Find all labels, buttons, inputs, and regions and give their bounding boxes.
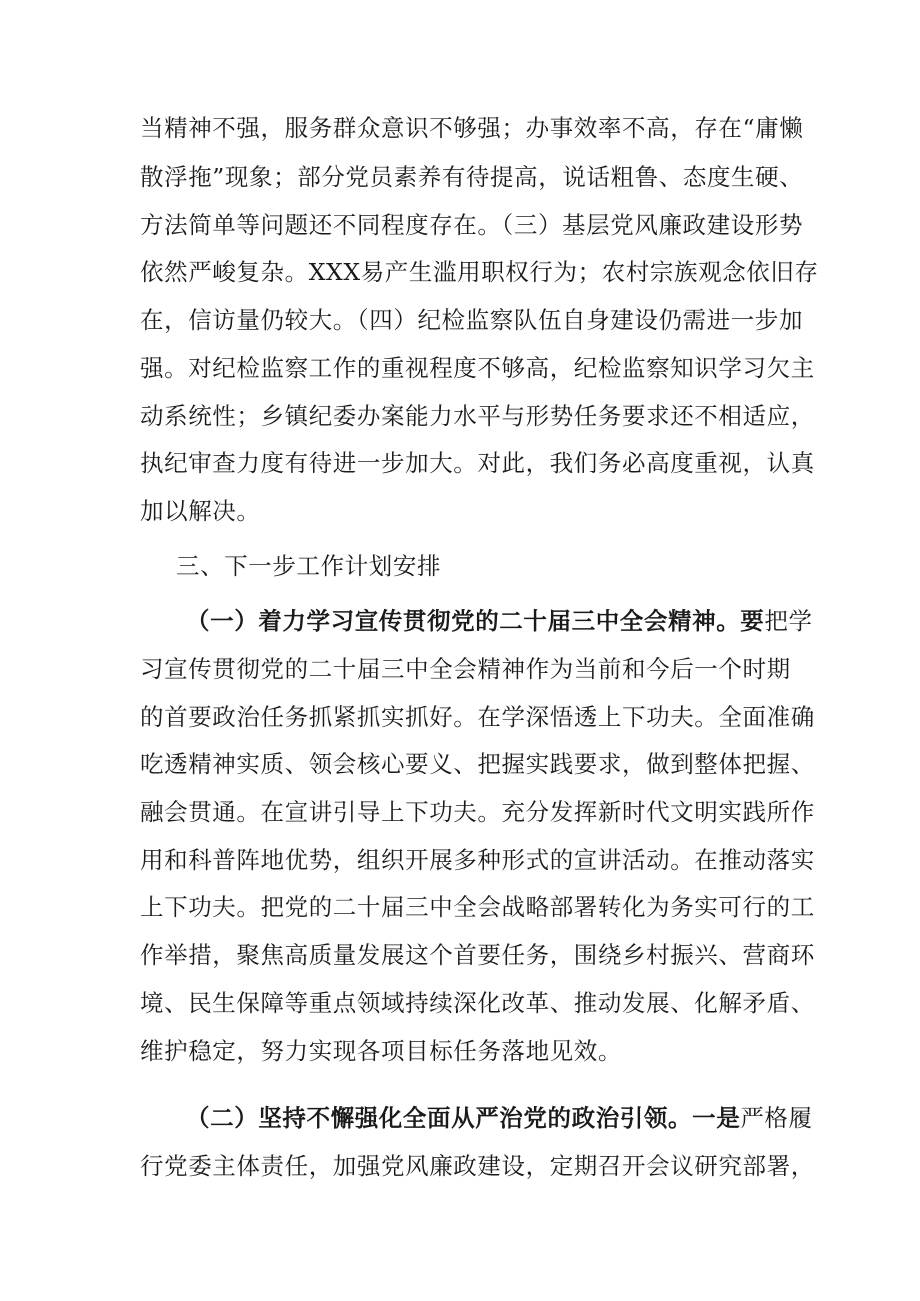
paragraph-line: 境、民生保障等重点领域持续深化改革、推动发展、化解矛盾、 <box>140 989 815 1017</box>
paragraph-line: 的首要政治任务抓紧抓实抓好。在学深悟透上下功夫。全面准确 <box>140 703 815 731</box>
paragraph-line: 加以解决。 <box>140 497 261 525</box>
paragraph-line: 执纪审查力度有待进一步加大。对此，我们务必高度重视，认真 <box>140 449 815 477</box>
paragraph-line: 动系统性；乡镇纪委办案能力水平与形势任务要求还不相适应， <box>140 402 815 430</box>
paragraph-line: 习宣传贯彻党的二十届三中全会精神作为当前和今后一个时期 <box>140 655 791 683</box>
item-2-first-line-rest: 严格履 <box>740 1104 813 1132</box>
paragraph-line: 依然严峻复杂。XXX易产生滥用职权行为；农村宗族观念依旧存 <box>140 258 819 286</box>
item-2-title: （二）坚持不懈强化全面从严治党的政治引领。一是 <box>186 1104 741 1132</box>
paragraph-line: 方法简单等问题还不同程度存在。（三）基层党风廉政建设形势 <box>140 211 804 239</box>
paragraph-line: 在，信访量仍较大。（四）纪检监察队伍自身建设仍需进一步加 <box>140 306 804 334</box>
item-1-first-line-rest: 把学 <box>764 607 813 635</box>
paragraph-line: 作举措，聚焦高质量发展这个首要任务，围绕乡村振兴、营商环 <box>140 941 815 969</box>
paragraph-line: 散浮拖”现象；部分党员素养有待提高，说话粗鲁、态度生硬、 <box>140 163 804 191</box>
item-1-first-line <box>186 601 813 641</box>
section-heading: 三、下一步工作计划安排 <box>176 552 442 580</box>
paragraph-line: 上下功夫。把党的二十届三中全会战略部署转化为务实可行的工 <box>140 893 815 921</box>
paragraph-line: 融会贯通。在宣讲引导上下功夫。充分发挥新时代文明实践所作 <box>140 798 815 826</box>
paragraph-line: 维护稳定，努力实现各项目标任务落地见效。 <box>140 1037 622 1065</box>
item-1-title: （一）着力学习宣传贯彻党的二十届三中全会精神。要 <box>186 607 765 635</box>
paragraph-line: 用和科普阵地优势，组织开展多种形式的宣讲活动。在推动落实 <box>140 846 815 874</box>
paragraph-line: 吃透精神实质、领会核心要义、把握实践要求，做到整体把握、 <box>140 750 815 778</box>
paragraph-line: 强。对纪检监察工作的重视程度不够高，纪检监察知识学习欠主 <box>140 354 815 382</box>
item-2-first-line <box>186 1098 813 1138</box>
paragraph-line: 当精神不强，服务群众意识不够强；办事效率不高，存在“庸懒 <box>140 114 804 142</box>
paragraph-line: 行党委主体责任，加强党风廉政建设，定期召开会议研究部署， <box>140 1152 815 1180</box>
